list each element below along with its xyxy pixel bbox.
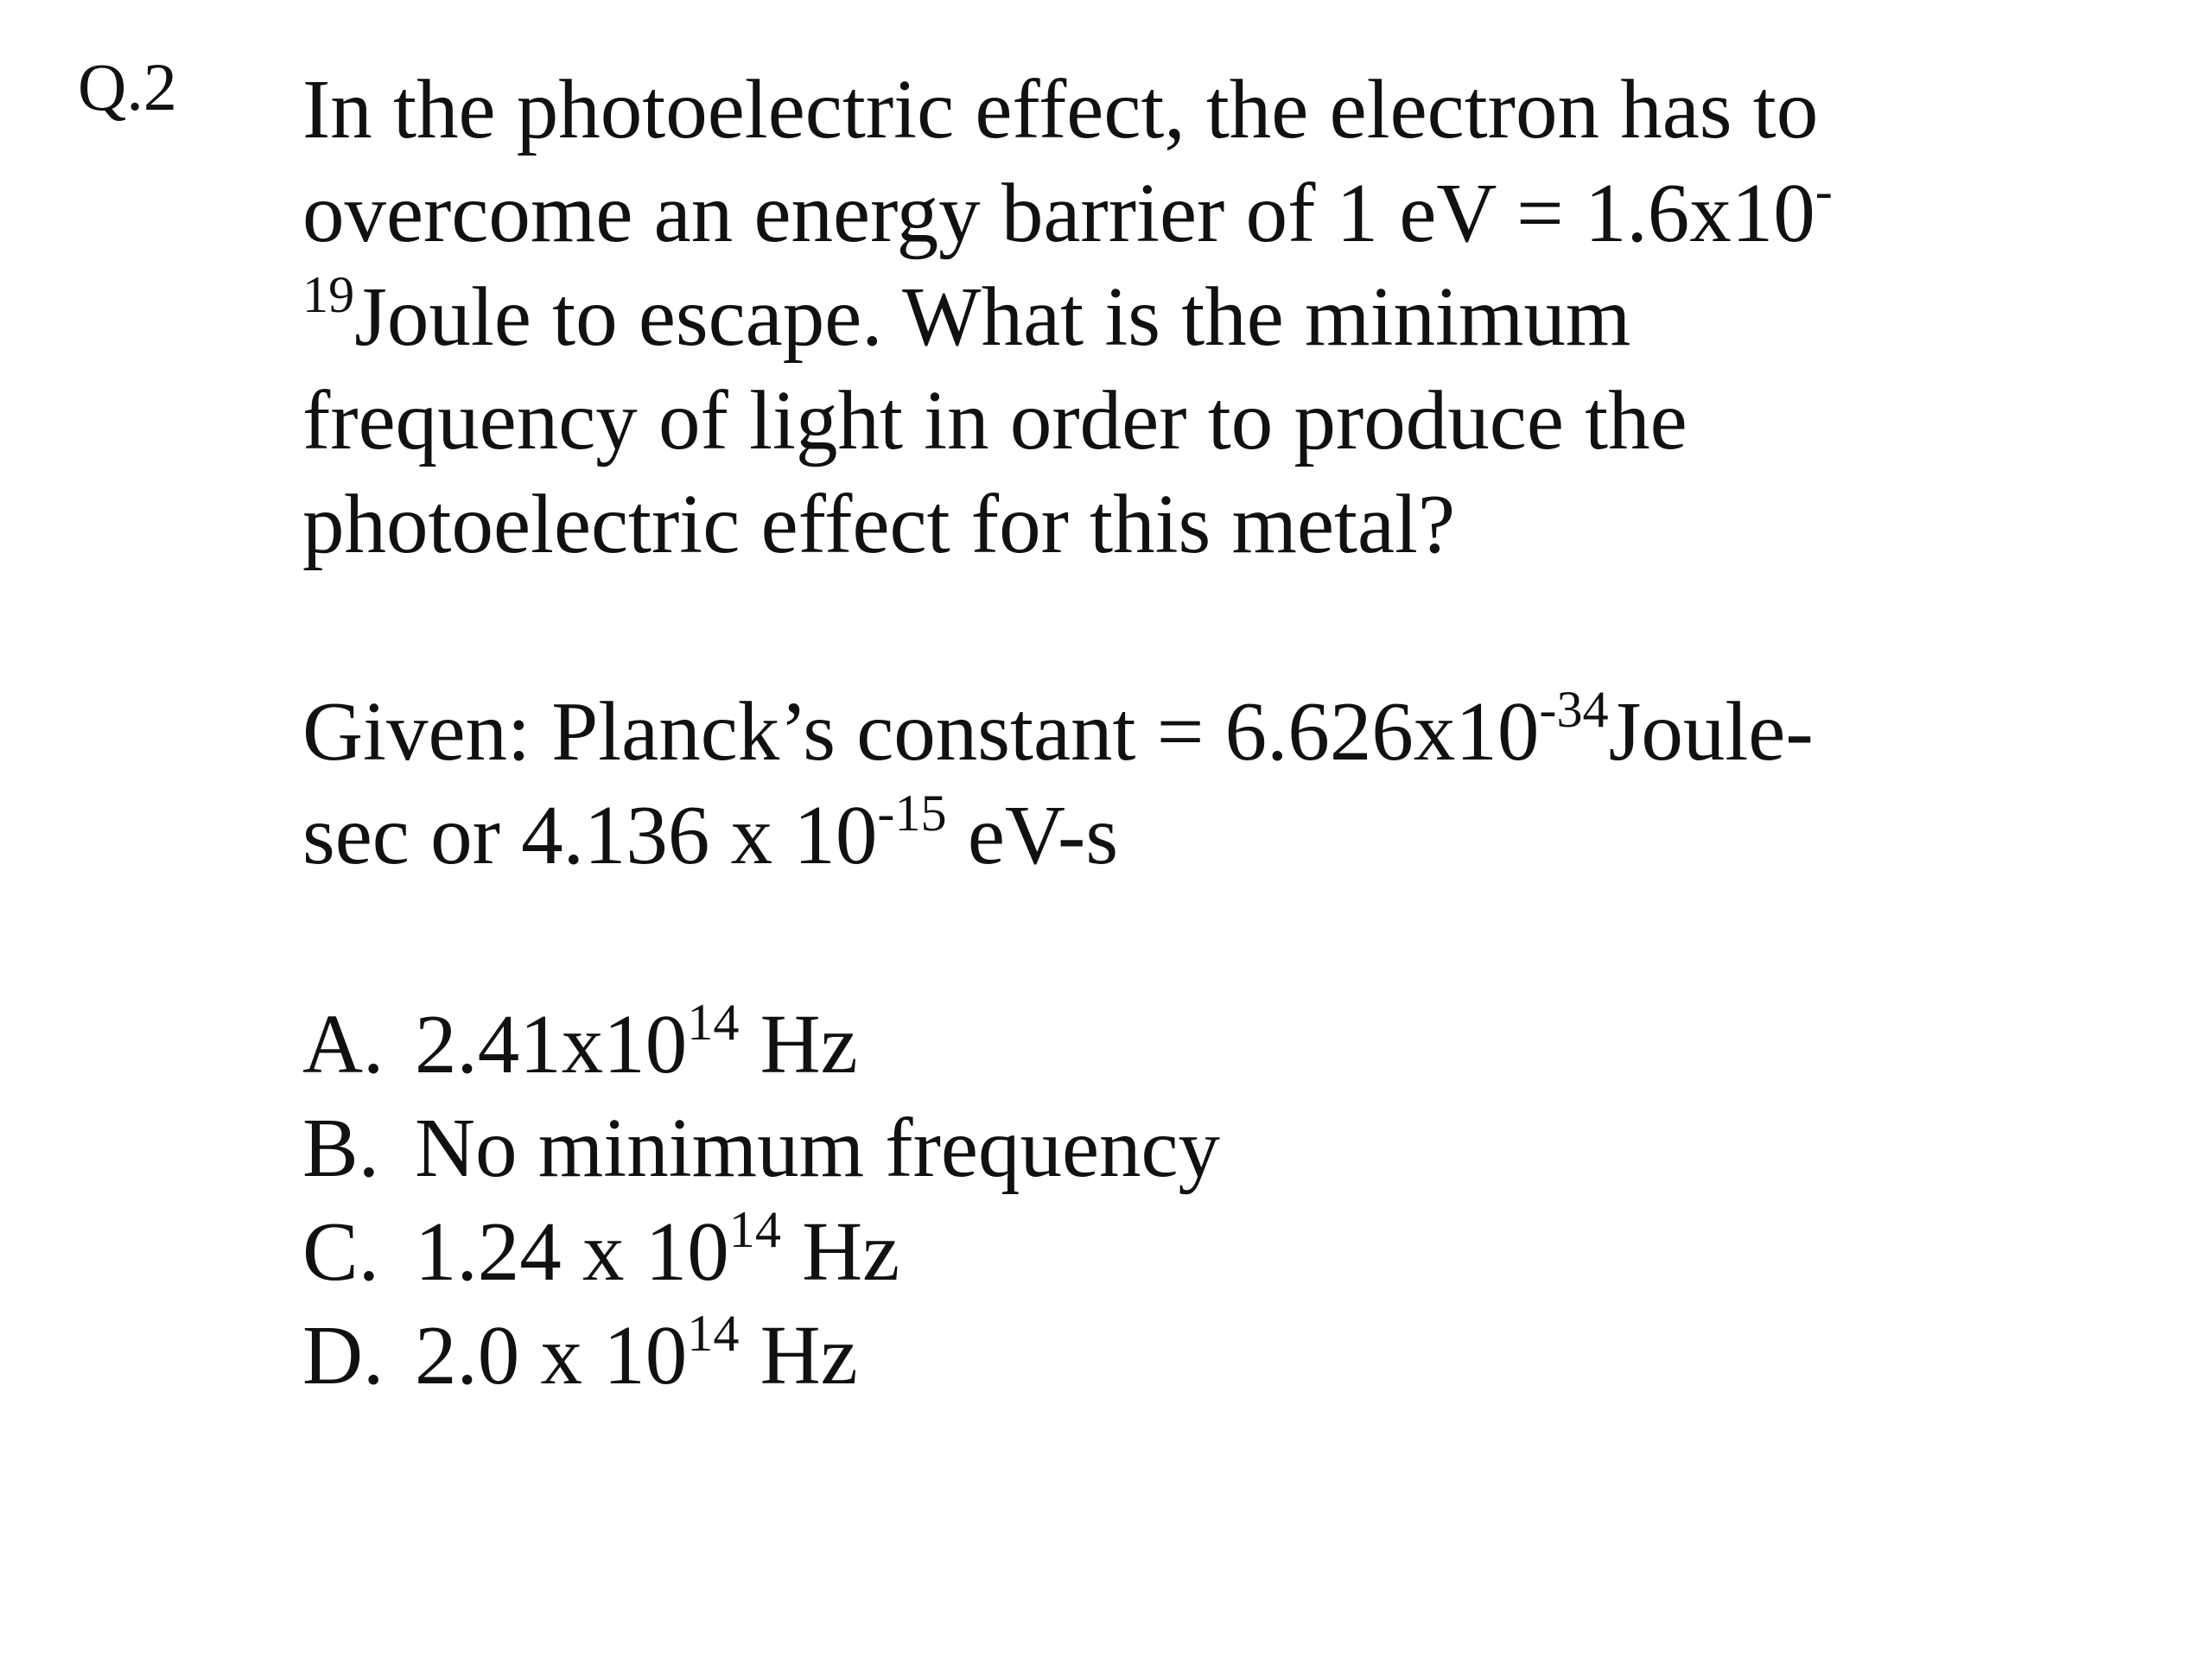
option-value: 2.41x10 bbox=[415, 998, 688, 1090]
stem-text-3: Joule to escape. What is the minimum bbox=[354, 270, 1631, 363]
option-value: No minimum frequency bbox=[415, 1102, 1221, 1194]
option-unit: Hz bbox=[739, 1309, 858, 1402]
option-c[interactable] bbox=[302, 1200, 900, 1298]
stem-text-1: In the photoelectric effect, the electron has to bbox=[302, 63, 1819, 156]
question-stem-line-3 bbox=[302, 265, 1631, 363]
given-line-1 bbox=[302, 680, 1814, 778]
given-tail-2: eV-s bbox=[946, 789, 1119, 881]
option-exponent: 14 bbox=[687, 993, 740, 1052]
option-b[interactable] bbox=[302, 1102, 1221, 1194]
stem-text-4: frequency of light in order to produce the bbox=[302, 374, 1688, 467]
question-stem-line-4 bbox=[302, 374, 1688, 467]
option-unit: Hz bbox=[739, 998, 858, 1090]
option-unit: Hz bbox=[780, 1205, 900, 1298]
given-line-2 bbox=[302, 784, 1119, 881]
option-letter: C. bbox=[302, 1205, 379, 1298]
stem-exponent-digits: 19 bbox=[302, 265, 355, 324]
question-stem-line-5 bbox=[302, 478, 1456, 570]
option-value: 1.24 x 10 bbox=[415, 1205, 729, 1298]
option-a[interactable] bbox=[302, 993, 858, 1090]
option-letter: A. bbox=[302, 998, 385, 1090]
given-exponent-1: -34 bbox=[1539, 680, 1609, 739]
question-stem-line-1 bbox=[302, 63, 1819, 156]
option-value: 2.0 x 10 bbox=[415, 1309, 688, 1402]
option-letter: B. bbox=[302, 1102, 379, 1194]
option-letter: D. bbox=[302, 1309, 385, 1402]
given-tail-1: Joule- bbox=[1608, 685, 1814, 778]
given-text-2: sec or 4.136 x 10 bbox=[302, 789, 878, 881]
question-stem-line-2 bbox=[302, 162, 1833, 259]
option-exponent: 14 bbox=[687, 1304, 740, 1363]
option-exponent: 14 bbox=[728, 1200, 781, 1259]
stem-text-2: overcome an energy barrier of 1 eV = 1.6x10 bbox=[302, 167, 1815, 259]
given-exponent-2: -15 bbox=[877, 784, 947, 842]
stem-text-5: photoelectric effect for this metal? bbox=[302, 478, 1456, 570]
stem-exponent-sign: - bbox=[1815, 162, 1833, 220]
question-number: Q.2 bbox=[78, 49, 177, 124]
option-d[interactable] bbox=[302, 1304, 858, 1402]
given-text-1: Given: Planck’s constant = 6.626x10 bbox=[302, 685, 1540, 778]
